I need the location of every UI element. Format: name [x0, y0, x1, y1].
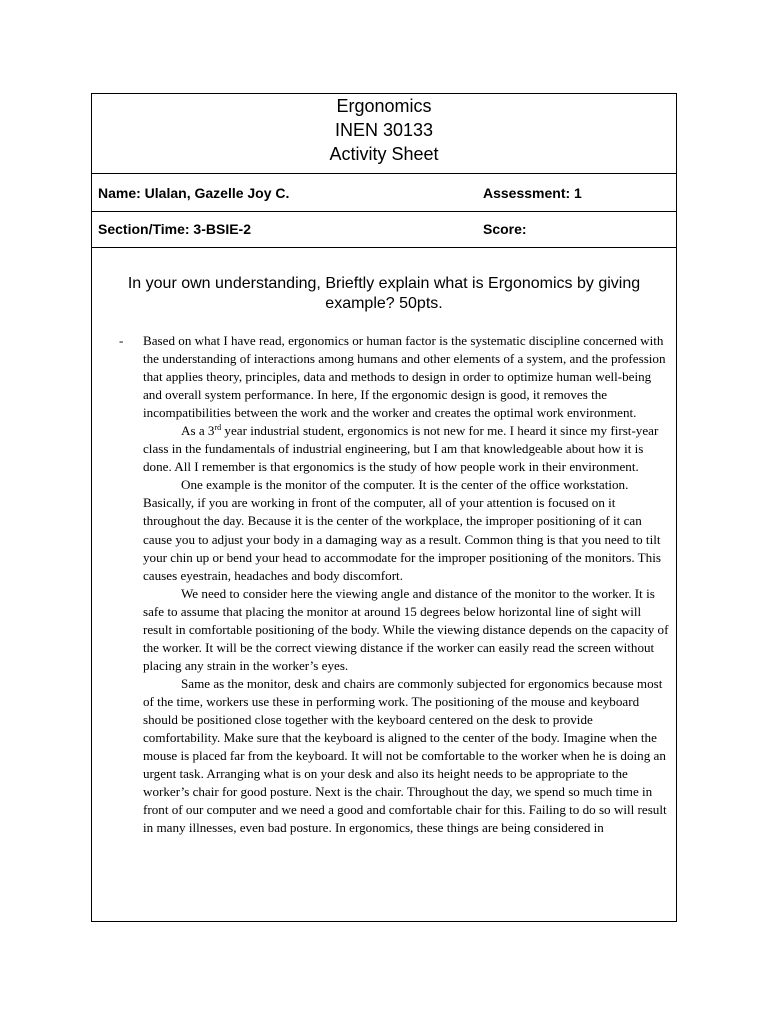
section-divider [92, 247, 676, 248]
ordinal-suffix: rd [214, 423, 222, 433]
score-label: Score: [483, 221, 527, 237]
answer-body [143, 332, 671, 837]
course-code: INEN 30133 [334, 120, 434, 140]
student-name: Name: Ulalan, Gazelle Joy C. [98, 185, 290, 201]
sheet-header [92, 94, 676, 172]
answer-paragraph-2-rest: year industrial student, ergonomics is not new for me. I heard it since my first-year class in the fundamentals of industrial engineering, but I am that knowledgeable about how it is done. All I remember is that ergonomics is the study of how people work in their environment. [143, 423, 659, 475]
assessment-number: Assessment: 1 [483, 185, 582, 201]
question-prompt: In your own understanding, Brieftly explain what is Ergonomics by giving example? 50pts. [127, 275, 641, 312]
activity-sheet [91, 93, 677, 922]
answer-paragraph-4: We need to consider here the viewing angle and distance of the monitor to the worker. It is safe to assume that placing the monitor at around 15 degrees below horizontal line of sight will result in comfortable positioning of the body. While the viewing distance depends on the capacity of the worker. It will be the correct viewing distance if the worker can easily read the screen without placing any strain in the worker’s eyes. [143, 585, 669, 673]
name-row [92, 175, 676, 211]
answer-paragraph-1: Based on what I have read, ergonomics or human factor is the systematic discipline concerned with the understanding of interactions among humans and other elements of a system, and the profession that applies theory, principles, data and methods to design in order to optimize human well-being and overall system performance. In here, If the ergonomic design is good, it removes the incompatibilities between the work and the worker and creates the optimal work environment. [143, 333, 666, 421]
answer-paragraph-2-start: As a 3 [181, 423, 215, 439]
answer-bullet: - [119, 333, 124, 348]
sheet-type: Activity Sheet [329, 144, 439, 164]
section-time: Section/Time: 3-BSIE-2 [98, 221, 252, 237]
answer-paragraph-5: Same as the monitor, desk and chairs are commonly subjected for ergonomics because most of the time, workers use these in performing work. The positioning of the mouse and keyboard should be positioned close together with the keyboard centered on the desk to provide comfortability. Make sure that the keyboard is aligned to the center of the body. Imagine when the mouse is placed far from the keyboard. It will not be comfortable to the worker when he is doing an urgent task. Arranging what is on your desk and also its height needs to be appropriate to the worker’s chair for good posture. Next is the chair. Throughout the day, we spend so much time in front of our computer and we need a good and comfortable chair for this. Failing to do so will result in many illnesses, even bad posture. In ergonomics, these things are being considered in [143, 675, 667, 836]
answer-paragraph-2 [143, 422, 671, 476]
header-divider [92, 173, 676, 174]
section-row [92, 211, 676, 247]
course-title: Ergonomics [336, 96, 432, 116]
answer-paragraph-3: One example is the monitor of the computer. It is the center of the office workstation. Basically, if you are working in front of the computer, all of your attention is focused on it throughout the day. Because it is the center of the workplace, the improper positioning of it can cause you to adjust your body in a damaging way as a result. Common thing is that you need to tilt your chin up or bend your head to accommodate for the improper positioning of the monitors. This causes eyestrain, headaches and body discomfort. [143, 477, 661, 583]
